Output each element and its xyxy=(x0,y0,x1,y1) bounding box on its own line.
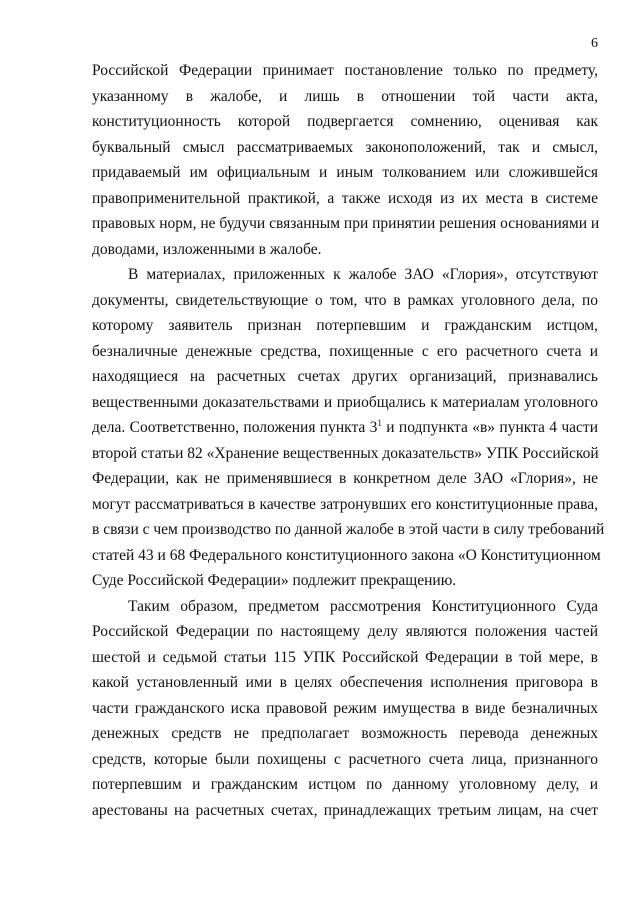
text-line: Российской Федерации принимает постановление только по предмету, xyxy=(92,62,598,79)
text-line: правоприменительной практикой, а также исходя из их места в системе xyxy=(92,189,598,207)
text-line: безналичные денежные средства, похищенные с его расчетного счета и xyxy=(92,342,598,360)
text-line: находящиеся на расчетных счетах других организаций, признавались xyxy=(92,368,598,385)
text-segment: дела. Соответственно, положения пункта 3 xyxy=(92,419,378,436)
page-number: 6 xyxy=(591,36,598,51)
text-line: Таким образом, предметом рассмотрения Конституционного Суда xyxy=(128,597,598,615)
text-line: шестой и седьмой статьи 115 УПК Российской Федерации в той мере, в xyxy=(92,648,598,666)
text-line: В материалах, приложенных к жалобе ЗАО «Глория», отсутствуют xyxy=(128,266,598,283)
text-line: которому заявитель признан потерпевшим и гражданским истцом, xyxy=(92,317,598,334)
text-segment: и подпункта «в» пункта 4 части xyxy=(381,419,598,436)
text-line: конституционность которой подвергается сомнению, оценивая как xyxy=(92,113,598,130)
footnote-superscript: 1 xyxy=(377,418,382,428)
text-line: денежных средств не предполагает возможность перевода денежных xyxy=(92,725,598,742)
text-line: какой установленный ими в целях обеспечения исполнения приговора в xyxy=(92,674,598,691)
text-line: Российской Федерации по настоящему делу являются положения частей xyxy=(92,623,598,640)
text-line: статей 43 и 68 Федерального конституционного закона «О Конституционном xyxy=(92,546,601,564)
document-body xyxy=(92,58,605,823)
text-line: правовых норм, не будучи связанным при принятии решения основаниями и xyxy=(92,215,600,232)
text-line: Суде Российской Федерации» подлежит прекращению. xyxy=(92,572,457,589)
text-line: указанному в жалобе, и лишь в отношении той части акта, xyxy=(92,87,598,105)
text-line: арестованы на расчетных счетах, принадлежащих третьим лицам, на счет xyxy=(92,801,598,819)
paragraph xyxy=(92,262,605,594)
text-line: Федерации, как не применявшиеся в конкретном деле ЗАО «Глория», не xyxy=(92,470,598,487)
text-line: средств, которые были похищены с расчетного счета лица, признанного xyxy=(92,750,598,768)
text-line: второй статьи 82 «Хранение вещественных доказательств» УПК Российской xyxy=(92,444,599,462)
text-line: вещественными доказательствами и приобщались к материалам уголовного xyxy=(92,393,598,411)
text-line: документы, свидетельствующие о том, что в рамках уголовного дела, по xyxy=(92,291,598,309)
text-line xyxy=(92,415,598,441)
text-line: доводами, изложенными в жалобе. xyxy=(92,240,322,258)
text-line: части гражданского иска правовой режим имущества в виде безналичных xyxy=(92,699,598,717)
text-line: придаваемый им официальным и иным толкованием или сложившейся xyxy=(92,164,598,181)
text-line: в связи с чем производство по данной жалобе в этой части в силу требований xyxy=(92,521,605,538)
paragraph xyxy=(92,58,598,262)
text-line: потерпевшим и гражданским истцом по данному уголовному делу, и xyxy=(92,776,598,793)
text-line: буквальный смысл рассматриваемых законоположений, так и смысл, xyxy=(92,138,598,156)
paragraph xyxy=(92,594,598,824)
text-line: могут рассматриваться в качестве затронувших его конституционные права, xyxy=(92,495,598,513)
